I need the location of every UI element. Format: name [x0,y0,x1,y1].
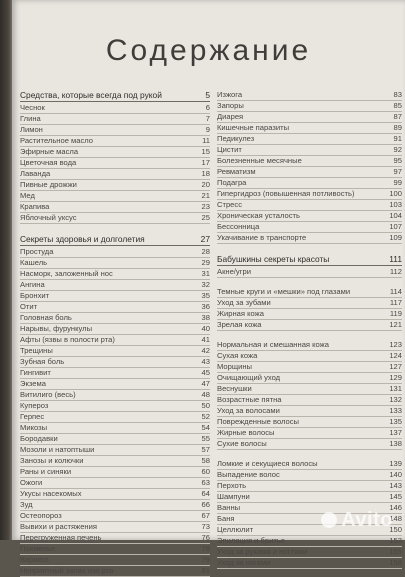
toc-entry-page: 6 [205,103,210,113]
toc-entry[interactable] [217,123,402,134]
toc-entry-page: 99 [393,178,402,188]
toc-entry-page: 25 [201,213,210,223]
toc-entry[interactable] [217,309,402,320]
toc-entry[interactable] [217,145,402,156]
toc-entry-page: 87 [393,112,402,122]
toc-entry-label: Остеопороз [20,511,62,521]
toc-entry[interactable] [20,269,210,280]
toc-entry-label: Вывихи и растяжения [20,522,97,532]
toc-entry-label: Изжога [217,90,243,100]
toc-entry[interactable] [20,401,210,412]
toc-entry-label: Эфирные масла [20,147,79,157]
toc-entry-label: Шампуни [217,492,250,502]
toc-entry[interactable] [20,147,210,158]
toc-entry-label: Растительное масло [20,136,94,146]
toc-entry[interactable] [20,258,210,269]
toc-entry-label: Бронхит [20,291,50,301]
toc-entry-page: 155 [389,547,402,557]
toc-entry-label: Экзема [20,379,46,389]
toc-entry[interactable] [20,478,210,489]
toc-entry[interactable] [20,566,210,577]
toc-entry-page: 15 [201,147,210,157]
toc-entry-page: 119 [389,309,402,319]
section-heading[interactable] [217,254,402,266]
toc-entry-page: 109 [389,233,402,243]
toc-entry[interactable] [20,467,210,478]
toc-entry[interactable] [217,384,402,395]
toc-entry-page: 66 [201,500,210,510]
toc-entry-page: 42 [201,346,210,356]
toc-entry-label: Целлюлит [217,525,254,535]
toc-entry-page: 29 [201,258,210,268]
toc-entry-page: 36 [201,302,210,312]
toc-entry-label: Стресс [217,200,243,210]
toc-entry-label: Герпес [20,412,45,422]
toc-entry[interactable] [217,211,402,222]
toc-entry-page: 139 [389,459,402,469]
toc-entry[interactable] [217,450,402,470]
toc-entry[interactable] [20,555,210,566]
toc-entry-page: 35 [201,291,210,301]
toc-entry-page: 129 [389,373,402,383]
toc-entry-page: 138 [389,439,402,449]
toc-entry-page: 9 [205,125,210,135]
toc-entry-page: 55 [201,434,210,444]
toc-entry-label: Ванны [217,503,241,513]
toc-entry-label: Лимон [20,125,43,135]
toc-right-column [217,90,402,569]
toc-entry-label: Зуд [20,500,33,510]
toc-entry-page: 38 [201,313,210,323]
toc-entry[interactable] [20,302,210,313]
toc-entry-page: 137 [389,428,402,438]
toc-entry-page: 135 [389,417,402,427]
toc-entry[interactable] [217,278,402,298]
toc-entry-page: 60 [201,467,210,477]
toc-entry[interactable] [217,189,402,200]
section-heading-page: 27 [200,234,210,244]
toc-entry[interactable] [20,158,210,169]
toc-entry-label: Поврежденные волосы [217,417,299,427]
toc-entry-label: Баня [217,514,235,524]
toc-entry[interactable] [217,222,402,233]
toc-entry-label: Чеснок [20,103,45,113]
toc-entry-label: Жирная кожа [217,309,264,319]
toc-entry-label: Хроническая усталость [217,211,300,221]
toc-entry-page: 31 [201,269,210,279]
toc-entry-page: 123 [389,340,402,350]
toc-entry[interactable] [217,417,402,428]
toc-entry-label: Очищающий уход [217,373,281,383]
section-heading-label: Секреты здоровья и долголетия [20,234,145,244]
toc-entry-label: Бессонница [217,222,260,232]
book-page [12,0,405,576]
toc-entry-page: 104 [389,211,402,221]
toc-section-health [20,234,210,577]
toc-entry-page: 47 [201,379,210,389]
section-heading[interactable] [20,90,210,102]
toc-entry-page: 140 [389,470,402,480]
toc-entry-label: Витилиго (весь) [20,390,76,400]
toc-entry[interactable] [20,125,210,136]
toc-entry[interactable] [20,313,210,324]
toc-entry-page: 58 [201,456,210,466]
toc-entry-label: Яблочный уксус [20,213,77,223]
section-heading-label: Бабушкины секреты красоты [217,254,330,264]
toc-entry[interactable] [217,156,402,167]
toc-entry-label: Укусы насекомых [20,489,82,499]
toc-entry-page: 57 [201,445,210,455]
toc-entry[interactable] [217,373,402,384]
toc-entry[interactable] [217,112,402,123]
toc-entry-label: Крапива [20,202,50,212]
toc-entry-page: 81 [201,566,210,576]
watermark-text: Avito [341,509,393,531]
toc-entry[interactable] [20,456,210,467]
toc-entry[interactable] [20,511,210,522]
toc-entry-label: Неприятный запах изо рта [20,566,114,576]
toc-entry-page: 67 [201,511,210,521]
toc-entry-label: Перегруженная печень [20,533,102,543]
toc-entry-page: 40 [201,324,210,334]
toc-entry[interactable] [217,90,402,101]
toc-entry-label: Трещины [20,346,53,356]
toc-entry-label: Педикулез [217,134,255,144]
toc-entry-page: 158 [389,558,402,568]
toc-entry-label: Эпиляция и бритье [217,536,285,546]
toc-entry-label: Похмелье [20,544,56,554]
toc-entry[interactable] [217,428,402,439]
toc-entry[interactable] [20,423,210,434]
toc-entry[interactable] [217,547,402,558]
toc-entry-label: Уход за ногами [217,558,271,568]
toc-entry-page: 112 [389,267,402,277]
toc-entry-label: Цистит [217,145,242,155]
toc-entry[interactable] [217,470,402,481]
toc-entry[interactable] [217,267,402,278]
toc-entry-page: 79 [201,555,210,565]
toc-entry[interactable] [20,169,210,180]
toc-section-ailments-cont [217,90,402,244]
toc-entry[interactable] [20,103,210,114]
toc-entry-label: Кишечные паразиты [217,123,290,133]
toc-entry-label: Уход за руками и ногтями [217,547,308,557]
toc-entry[interactable] [20,522,210,533]
toc-entry-page: 146 [389,503,402,513]
section-heading[interactable] [20,234,210,246]
toc-entry-label: Бородавки [20,434,58,444]
toc-entry-page: 45 [201,368,210,378]
toc-entry[interactable] [20,357,210,368]
toc-entry-label: Микозы [20,423,48,433]
toc-entry[interactable] [217,101,402,112]
toc-entry-label: Укачивание в транспорте [217,233,307,243]
toc-entry[interactable] [20,489,210,500]
toc-entry[interactable] [217,233,402,244]
toc-entry-label: Диарея [217,112,244,122]
toc-entry[interactable] [20,324,210,335]
toc-entry-label: Отит [20,302,38,312]
toc-entry-page: 52 [201,412,210,422]
toc-entry-label: Пивные дрожжи [20,180,77,190]
toc-entry-page: 127 [389,362,402,372]
toc-entry-label: Возрастные пятна [217,395,282,405]
toc-entry[interactable] [20,445,210,456]
toc-entry[interactable] [20,544,210,555]
toc-entry[interactable] [217,320,402,331]
toc-entry-page: 20 [201,180,210,190]
toc-entry-label: Подагра [217,178,247,188]
toc-entry-label: Морщины [217,362,252,372]
toc-entry[interactable] [20,280,210,291]
toc-entry-page: 97 [393,167,402,177]
toc-entry-page: 83 [393,90,402,100]
toc-entry[interactable] [217,492,402,503]
toc-entry-label: Акне/угри [217,267,251,277]
section-heading-page: 5 [205,90,210,100]
toc-entry[interactable] [20,291,210,302]
avito-watermark [321,509,393,532]
toc-entry[interactable] [20,368,210,379]
toc-entry[interactable] [217,134,402,145]
toc-entry-page: 7 [205,114,210,124]
toc-entry[interactable] [20,434,210,445]
toc-entry-page: 100 [389,189,402,199]
toc-entry[interactable] [217,536,402,547]
toc-entry[interactable] [20,335,210,346]
toc-entry-label: Цветочная вода [20,158,77,168]
toc-entry-label: Уход за зубами [217,298,271,308]
toc-entry[interactable] [217,481,402,492]
toc-entry-page: 107 [389,222,402,232]
toc-entry-page: 148 [389,514,402,524]
toc-entry[interactable] [217,351,402,362]
toc-entry[interactable] [20,247,210,258]
toc-entry[interactable] [217,178,402,189]
toc-entry-label: Раны и синяки [20,467,72,477]
toc-entry-label: Насморк, заложенный нос [20,269,113,279]
toc-entry-page: 54 [201,423,210,433]
toc-entry-label: Афты (язвы в полости рта) [20,335,115,345]
toc-entry-label: Жирные волосы [217,428,275,438]
toc-entry[interactable] [20,191,210,202]
toc-section-remedies [20,90,210,224]
toc-entry-page: 63 [201,478,210,488]
toc-entry-page: 143 [389,481,402,491]
toc-entry-page: 89 [393,123,402,133]
toc-entry[interactable] [217,362,402,373]
toc-entry-page: 50 [201,401,210,411]
toc-entry-page: 124 [389,351,402,361]
toc-entry[interactable] [20,533,210,544]
toc-entry-page: 43 [201,357,210,367]
toc-entry-label: Лаванда [20,169,51,179]
section-heading-page: 111 [389,254,402,264]
toc-entry-page: 41 [201,335,210,345]
toc-entry-label: Ангина [20,280,45,290]
toc-entry-label: Болезненные месячные [217,156,302,166]
toc-entry-label: Кашель [20,258,48,268]
toc-entry[interactable] [20,180,210,191]
toc-entry-page: 121 [389,320,402,330]
toc-entry-page: 18 [201,169,210,179]
toc-entry-label: Мед [20,191,35,201]
toc-entry-label: Перхоть [217,481,247,491]
page-title: Содержание [105,34,312,67]
toc-entry-page: 11 [202,136,210,146]
toc-entry-label: Нормальная и смешанная кожа [217,340,329,350]
toc-entry-label: Гипергидроз (повышенная потливость) [217,189,355,199]
toc-entry-page: 21 [201,191,210,201]
toc-entry[interactable] [20,500,210,511]
toc-entry[interactable] [217,439,402,450]
toc-entry-label: Темные круги и «мешки» под глазами [217,287,351,297]
toc-entry-page: 73 [201,522,210,532]
toc-entry-page: 117 [389,298,402,308]
toc-entry-label: Занозы и колючки [20,456,84,466]
toc-entry-label: Зрелая кожа [217,320,262,330]
toc-entry-page: 114 [389,287,402,297]
toc-entry-label: Глина [20,114,41,124]
toc-entry[interactable] [20,379,210,390]
toc-entry[interactable] [217,406,402,417]
toc-entry[interactable] [20,346,210,357]
toc-entry-label: Гингивит [20,368,51,378]
toc-entry[interactable] [217,167,402,178]
toc-entry-page: 145 [389,492,402,502]
section-heading-label: Средства, которые всегда под рукой [20,90,162,100]
toc-entry-label: Веснушки [217,384,252,394]
toc-entry-label: Сухая кожа [217,351,258,361]
toc-entry-page: 48 [201,390,210,400]
toc-entry-page: 95 [393,156,402,166]
toc-entry-page: 32 [201,280,210,290]
avito-logo-icon [321,512,337,528]
toc-entry[interactable] [217,558,402,569]
toc-entry-page: 17 [201,158,210,168]
toc-entry-page: 131 [389,384,402,394]
toc-entry-page: 85 [393,101,402,111]
toc-entry-page: 28 [201,247,210,257]
toc-entry[interactable] [20,213,210,224]
toc-entry-label: Варикоз [20,555,49,565]
toc-entry-page: 64 [201,489,210,499]
toc-entry-label: Мозоли и натоптыши [20,445,95,455]
toc-entry-label: Нарывы, фурункулы [20,324,93,334]
toc-entry[interactable] [217,200,402,211]
toc-entry-label: Ломкие и секущиеся волосы [217,459,318,469]
toc-entry-label: Ревматизм [217,167,256,177]
toc-entry[interactable] [20,136,210,147]
toc-entry-label: Сухие волосы [217,439,267,449]
toc-entry-label: Купероз [20,401,49,411]
toc-entry-label: Простуда [20,247,54,257]
toc-entry-page: 92 [393,145,402,155]
toc-entry-label: Выпадение волос [217,470,280,480]
toc-entry-label: Запоры [217,101,244,111]
toc-entry-page: 103 [389,200,402,210]
toc-entry-page: 78 [201,544,210,554]
toc-entry-label: Головная боль [20,313,72,323]
toc-entry[interactable] [20,412,210,423]
toc-entry[interactable] [20,390,210,401]
toc-entry[interactable] [20,114,210,125]
toc-entry-label: Ожоги [20,478,43,488]
toc-entry-page: 132 [389,395,402,405]
toc-entry-page: 150 [389,525,402,535]
toc-entry-page: 91 [393,134,402,144]
toc-entry-page: 23 [201,202,210,212]
toc-entry-page: 133 [389,406,402,416]
toc-entry-page: 76 [201,533,210,543]
toc-entry[interactable] [20,202,210,213]
toc-left-column [20,90,210,577]
toc-entry-label: Зубная боль [20,357,65,367]
toc-entry-page: 153 [389,536,402,546]
toc-entry[interactable] [217,298,402,309]
toc-entry[interactable] [217,331,402,351]
toc-entry[interactable] [217,395,402,406]
toc-entry-label: Уход за волосами [217,406,280,416]
